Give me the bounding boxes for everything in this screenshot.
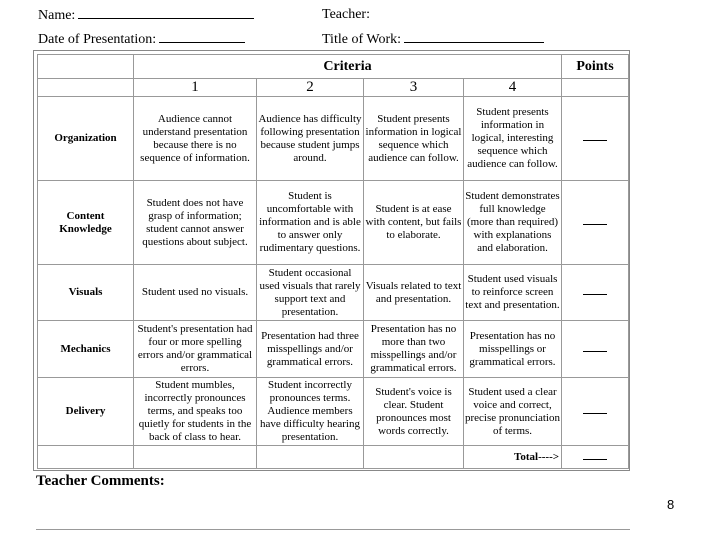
page-number: 8 xyxy=(667,497,675,512)
mechanics-level-1: Student's presentation had four or more spelling errors and/or grammatical errors. xyxy=(134,321,257,378)
organization-points[interactable] xyxy=(562,97,629,181)
corner-cell xyxy=(38,55,134,79)
name-field xyxy=(38,7,254,24)
level-1-header: 1 xyxy=(134,79,257,97)
total-label: Total----> xyxy=(464,446,562,469)
criteria-header: Criteria xyxy=(134,55,562,79)
content-knowledge-level-4: Student demonstrates full knowledge (more than required) with explanations and elaboration. xyxy=(464,181,562,265)
delivery-points[interactable] xyxy=(562,378,629,446)
level-3-header: 3 xyxy=(364,79,464,97)
title-line[interactable] xyxy=(404,31,544,43)
mechanics-points[interactable] xyxy=(562,321,629,378)
table-row xyxy=(38,181,629,265)
mechanics-level-2: Presentation had three misspellings and/or grammatical errors. xyxy=(257,321,364,378)
name-line[interactable] xyxy=(78,7,254,19)
table-row xyxy=(38,321,629,378)
total-empty-cell xyxy=(257,446,364,469)
total-empty-cell xyxy=(134,446,257,469)
table-row xyxy=(38,378,629,446)
mechanics-level-4: Presentation has no misspellings or grammatical errors. xyxy=(464,321,562,378)
delivery-level-1: Student mumbles, incorrectly pronounces terms, and speaks too quietly for students in the back of class to hear. xyxy=(134,378,257,446)
content-knowledge-level-3: Student is at ease with content, but fails to elaborate. xyxy=(364,181,464,265)
table-header-row xyxy=(38,55,629,79)
date-field xyxy=(38,31,245,48)
total-points[interactable] xyxy=(562,446,629,469)
teacher-comments-label: Teacher Comments: xyxy=(36,473,165,489)
content-knowledge-level-1: Student does not have grasp of information; student cannot answer questions about subject. xyxy=(134,181,257,265)
criterion-visuals: Visuals xyxy=(38,265,134,321)
teacher-label: Teacher: xyxy=(322,7,370,22)
criterion-mechanics: Mechanics xyxy=(38,321,134,378)
comment-line[interactable] xyxy=(36,529,630,530)
levels-points-cell xyxy=(562,79,629,97)
levels-corner-cell xyxy=(38,79,134,97)
visuals-level-2: Student occasional used visuals that rarely support text and presentation. xyxy=(257,265,364,321)
visuals-points[interactable] xyxy=(562,265,629,321)
points-header: Points xyxy=(562,55,629,79)
rubric-table xyxy=(37,54,629,469)
name-label: Name: xyxy=(38,8,76,23)
date-label: Date of Presentation: xyxy=(38,32,157,47)
mechanics-level-3: Presentation has no more than two misspellings and/or grammatical errors. xyxy=(364,321,464,378)
visuals-level-3: Visuals related to text and presentation. xyxy=(364,265,464,321)
table-row xyxy=(38,265,629,321)
delivery-level-3: Student's voice is clear. Student pronounces most words correctly. xyxy=(364,378,464,446)
total-empty-cell xyxy=(38,446,134,469)
total-empty-cell xyxy=(364,446,464,469)
teacher-field xyxy=(322,7,370,23)
level-4-header: 4 xyxy=(464,79,562,97)
levels-row xyxy=(38,79,629,97)
table-row xyxy=(38,97,629,181)
points-blank xyxy=(583,294,607,295)
delivery-level-4: Student used a clear voice and correct, precise pronunciation of terms. xyxy=(464,378,562,446)
points-blank xyxy=(583,459,607,460)
level-2-header: 2 xyxy=(257,79,364,97)
points-blank xyxy=(583,140,607,141)
organization-level-4: Student presents information in logical, interesting sequence which audience can follow. xyxy=(464,97,562,181)
title-field xyxy=(322,31,544,48)
organization-level-1: Audience cannot understand presentation because there is no sequence of information. xyxy=(134,97,257,181)
organization-level-3: Student presents information in logical sequence which audience can follow. xyxy=(364,97,464,181)
rubric-frame xyxy=(33,50,630,471)
points-blank xyxy=(583,351,607,352)
points-blank xyxy=(583,413,607,414)
delivery-level-2: Student incorrectly pronounces terms. Audience members have difficulty hearing presentation. xyxy=(257,378,364,446)
title-label: Title of Work: xyxy=(322,32,401,47)
criterion-content-knowledge: Content Knowledge xyxy=(38,181,134,265)
visuals-level-4: Student used visuals to reinforce screen text and presentation. xyxy=(464,265,562,321)
visuals-level-1: Student used no visuals. xyxy=(134,265,257,321)
total-row xyxy=(38,446,629,469)
date-line[interactable] xyxy=(159,31,245,43)
organization-level-2: Audience has difficulty following presentation because student jumps around. xyxy=(257,97,364,181)
content-knowledge-points[interactable] xyxy=(562,181,629,265)
criterion-organization: Organization xyxy=(38,97,134,181)
criterion-delivery: Delivery xyxy=(38,378,134,446)
content-knowledge-level-2: Student is uncomfortable with information and is able to answer only rudimentary questions. xyxy=(257,181,364,265)
points-blank xyxy=(583,224,607,225)
